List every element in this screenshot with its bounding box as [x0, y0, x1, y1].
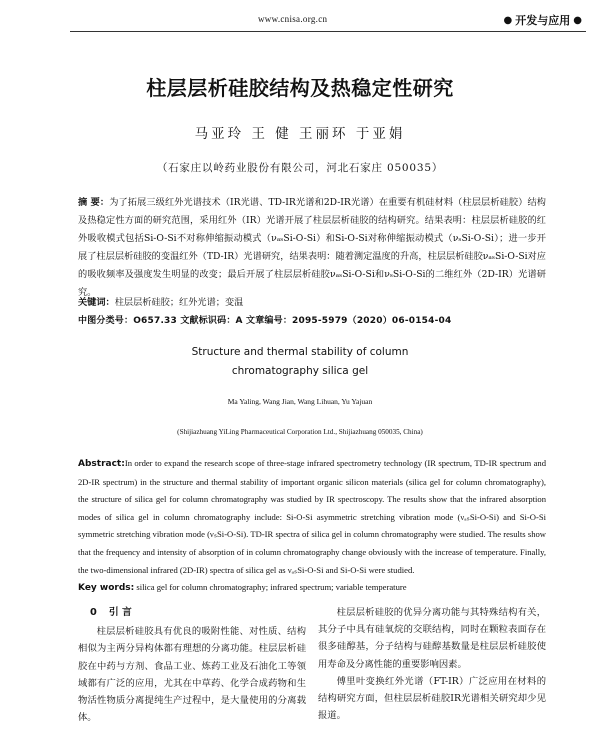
paper-title-en-line: chromatography silica gel: [231, 365, 369, 377]
abstract-zh: [78, 194, 546, 302]
column-label-text: 开发与应用: [515, 14, 571, 27]
paper-title-zh: 柱层层析硅胶结构及热稳定性研究: [146, 76, 454, 100]
body-paragraph: 柱层层析硅胶的优异分离功能与其特殊结构有关，其分子中具有硅氧烷的交联结构，同时在颗粒表面存在很多硅醇基，分子结构与硅醇基数量是柱层层析硅胶使用寿命及分离性能的重要影响因素。: [318, 607, 546, 670]
affiliation-en: (Shijiazhuang YiLing Pharmaceutical Corporation Ltd., Shijiazhuang 050035, China): [177, 428, 423, 436]
paper-title-en-line: Structure and thermal stability of column: [191, 346, 409, 358]
paper-title-en: [0, 343, 600, 381]
section-number: 0: [90, 607, 97, 618]
authors-zh: 马亚玲 王 健 王丽环 于亚娟: [194, 126, 406, 142]
body-column-left: [78, 604, 306, 726]
classification-line: 中图分类号：O657.33 文献标识码：A 文章编号：2095-5979（2020）06-0154-04: [78, 316, 452, 326]
keywords-zh-label: 关键词：: [78, 297, 115, 308]
abstract-en-label: Abstract:: [78, 459, 125, 469]
keywords-en-text: silica gel for column chromatography; infrared spectrum; variable temperature: [136, 582, 407, 592]
body-paragraph: 傅里叶变换红外光谱（FT-IR）广泛应用在材料的结构研究方面，但柱层层析硅胶IR光谱相关研究却少见报道。: [318, 675, 546, 722]
header-divider: [70, 31, 586, 32]
journal-url[interactable]: www.cnisa.org.cn: [258, 14, 328, 24]
keywords-zh-text: 柱层层析硅胶；红外光谱；变温: [114, 297, 244, 308]
affiliation-zh: （石家庄以岭药业股份有限公司，河北石家庄 050035）: [156, 162, 444, 174]
keywords-zh: [78, 294, 243, 308]
section-title: 引 言: [108, 607, 132, 618]
abstract-zh-label: 摘 要：: [78, 197, 110, 208]
abstract-en: [78, 455, 546, 579]
page-header: [0, 0, 600, 34]
abstract-zh-text: 为了拓展三级红外光谱技术（IR光谱、TD-IR光谱和2D-IR光谱）在重要有机硅材料（柱层层析硅胶）结构及热稳定性方面的研究范围，采用红外（IR）光谱开展了柱层层析硅胶的结构研究。结果表明：柱层层析硅胶的红外吸收模式包括Si-O-Si不对称伸缩振动模式（νₐₛSi-O-Si）和Si-O-Si对称伸缩振动模式（νₛSi-O-Si）；进一步开展了柱层层析硅胶的变温红外（TD-IR）光谱研究，结果表明：随着测定温度的升高，柱层层析硅胶νₐₛSi-O-Si对应的吸收频率及强度发生明显的改变；最后开展了柱层层析硅胶νₐₛSi-O-Si和νₛSi-O-Si的二维红外（2D-IR）光谱研究。: [78, 197, 546, 298]
section-heading: [78, 604, 306, 621]
bullet-icon: ●: [503, 14, 513, 26]
bullet-icon: ●: [573, 14, 582, 26]
keywords-en-label: Key words:: [78, 583, 135, 593]
abstract-en-text: In order to expand the research scope of three-stage infrared spectrometry technology (IR spectrum, TD-IR spectrum and 2D-IR spectrum) in the structure and thermal stability of important organic silicon materials (silica gel for column chromatography), the structure of silica gel for column chromatography was studied by IR spectroscopy. The results show that the infrared absorption modes of silica gel in column chromatography include: Si-O-Si asymmetric stretching vibration mode (νₐₛSi-O-Si) and Si-O-Si symmetric stretching vibration mode (νₛSi-O-Si). TD-IR spectra of silica gel in column chromatography were studied. The results show that the frequency and intensity of absorption of in column chromatography change obviously with the increase of temperature. Finally, the two-dimensional infrared (2D-IR) spectra of silica gel as νₐₛSi-O-Si and Si-O-Si were studied.: [78, 458, 546, 575]
column-label: [504, 12, 582, 28]
authors-en: Ma Yaling, Wang Jian, Wang Lihuan, Yu Yajuan: [227, 397, 373, 406]
body-paragraph: 柱层层析硅胶具有优良的吸附性能、对性质、结构相似为主两分异构体都有理想的分离功能。柱层层析硅胶在中药与方剂、食品工业、炼药工业及石油化工等领域都有广泛的应用，尤其在中草药、化学合成药物和生物活性物质分离提纯生产过程中，是大量使用的分离载体。: [78, 626, 306, 724]
body-column-right: [318, 604, 546, 724]
keywords-en: [78, 582, 407, 593]
